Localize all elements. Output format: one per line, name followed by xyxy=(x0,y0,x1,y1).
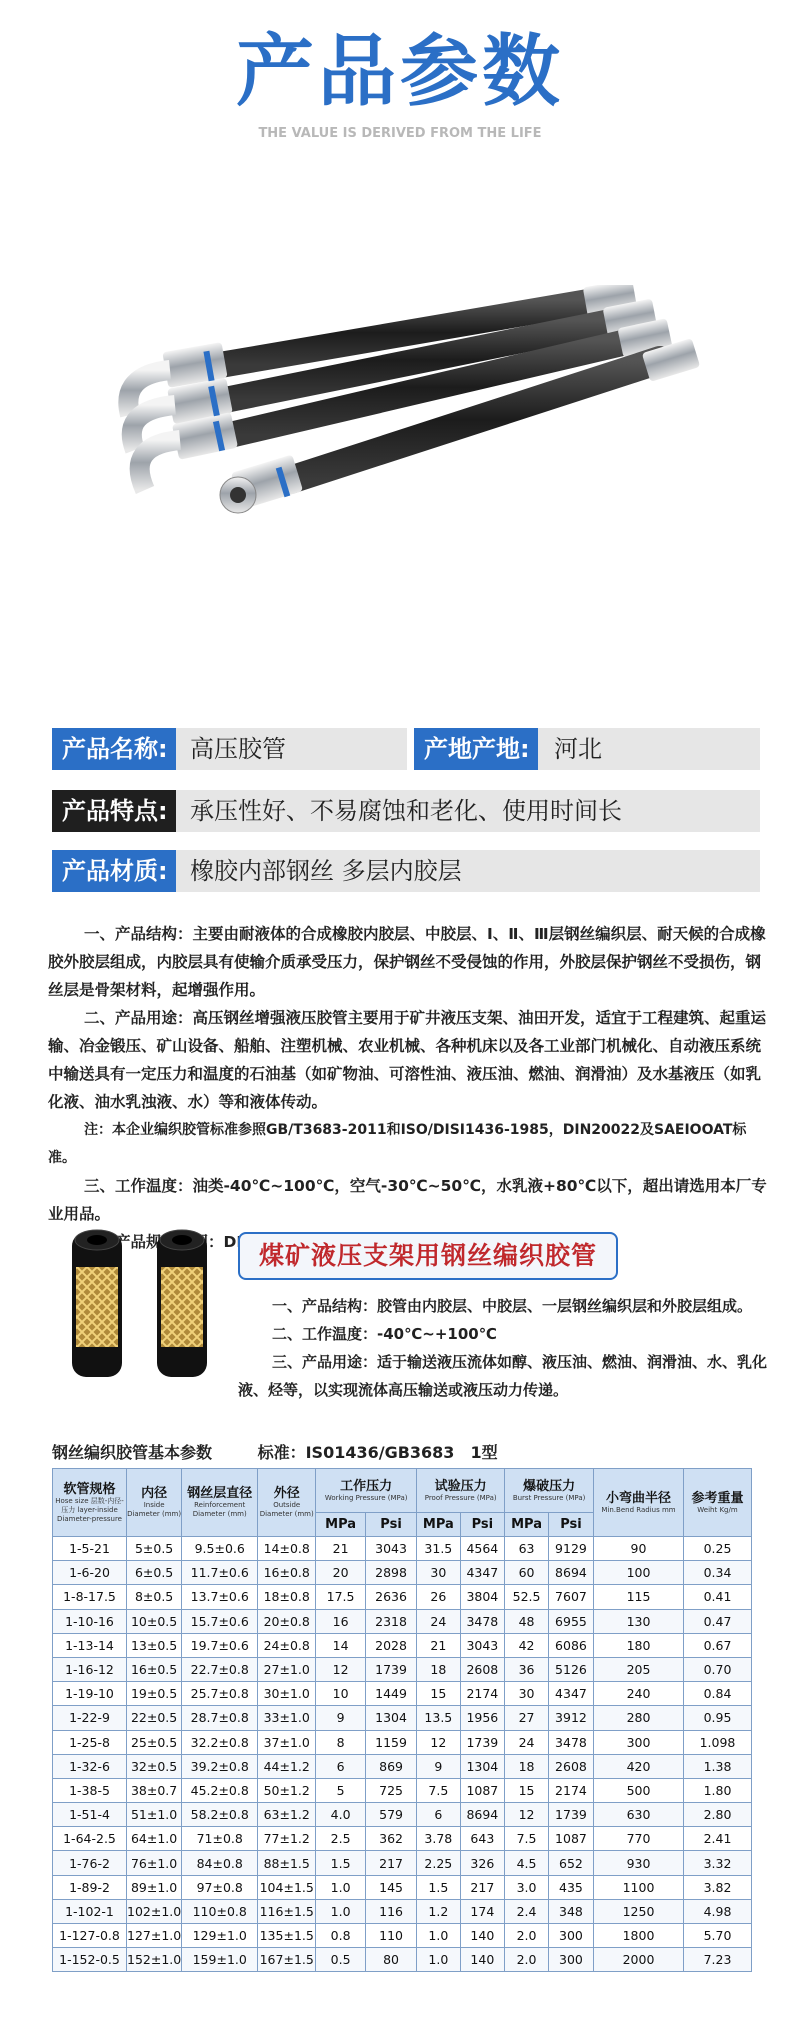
table-cell: 22±0.5 xyxy=(127,1706,182,1730)
table-cell: 8 xyxy=(316,1730,366,1754)
table-cell: 14±0.8 xyxy=(258,1537,316,1561)
table-cell: 6±0.5 xyxy=(127,1561,182,1585)
table-cell: 9 xyxy=(417,1754,460,1778)
table-cell: 8694 xyxy=(548,1561,593,1585)
col-weight: 参考重量 Weiht Kg/m xyxy=(684,1469,752,1537)
table-cell: 12 xyxy=(316,1657,366,1681)
table-cell: 51±1.0 xyxy=(127,1803,182,1827)
table-cell: 1-89-2 xyxy=(53,1875,127,1899)
table-cell: 300 xyxy=(594,1730,684,1754)
table-cell: 7.23 xyxy=(684,1948,752,1972)
table-cell: 300 xyxy=(548,1924,593,1948)
table-cell: 63±1.2 xyxy=(258,1803,316,1827)
table-cell: 1-6-20 xyxy=(53,1561,127,1585)
table-cell: 1-19-10 xyxy=(53,1682,127,1706)
table-cell: 1-64-2.5 xyxy=(53,1827,127,1851)
spec-table-body xyxy=(53,1537,752,1972)
table-cell: 24 xyxy=(505,1730,549,1754)
table-cell: 30±1.0 xyxy=(258,1682,316,1706)
table-row xyxy=(53,1827,752,1851)
table-cell: 127±1.0 xyxy=(127,1924,182,1948)
table-cell: 145 xyxy=(365,1875,416,1899)
feature-label: 产品特点: xyxy=(52,790,176,832)
spec-table xyxy=(52,1468,752,1972)
table-cell: 1-8-17.5 xyxy=(53,1585,127,1609)
table-cell: 89±1.0 xyxy=(127,1875,182,1899)
table-cell: 0.95 xyxy=(684,1706,752,1730)
table-cell: 19±0.5 xyxy=(127,1682,182,1706)
table-cell: 15 xyxy=(505,1778,549,1802)
table-cell: 2.4 xyxy=(505,1899,549,1923)
table-cell: 2.80 xyxy=(684,1803,752,1827)
table-row xyxy=(53,1803,752,1827)
table-cell: 8±0.5 xyxy=(127,1585,182,1609)
table-caption: 钢丝编织胶管基本参数 xyxy=(52,1443,213,1462)
table-cell: 1800 xyxy=(594,1924,684,1948)
table-cell: 1.38 xyxy=(684,1754,752,1778)
table-cell: 0.5 xyxy=(316,1948,366,1972)
table-row xyxy=(53,1875,752,1899)
table-cell: 71±0.8 xyxy=(182,1827,258,1851)
table-cell: 9129 xyxy=(548,1537,593,1561)
table-cell: 12 xyxy=(417,1730,460,1754)
table-row xyxy=(53,1851,752,1875)
table-cell: 26 xyxy=(417,1585,460,1609)
table-cell: 240 xyxy=(594,1682,684,1706)
table-cell: 420 xyxy=(594,1754,684,1778)
table-cell: 0.34 xyxy=(684,1561,752,1585)
table-cell: 32.2±0.8 xyxy=(182,1730,258,1754)
table-row xyxy=(53,1899,752,1923)
table-cell: 7.5 xyxy=(505,1827,549,1851)
table-cell: 1-127-0.8 xyxy=(53,1924,127,1948)
page-title: 产品参数 xyxy=(235,27,564,117)
table-row xyxy=(53,1609,752,1633)
table-cell: 1739 xyxy=(460,1730,505,1754)
table-cell: 2636 xyxy=(365,1585,416,1609)
table-cell: 129±1.0 xyxy=(182,1924,258,1948)
table-cell: 42 xyxy=(505,1633,549,1657)
table-cell: 4347 xyxy=(548,1682,593,1706)
table-cell: 2.41 xyxy=(684,1827,752,1851)
table-cell: 930 xyxy=(594,1851,684,1875)
table-cell: 435 xyxy=(548,1875,593,1899)
table-cell: 115 xyxy=(594,1585,684,1609)
table-cell: 5126 xyxy=(548,1657,593,1681)
table-cell: 1.80 xyxy=(684,1778,752,1802)
table-cell: 20±0.8 xyxy=(258,1609,316,1633)
table-cell: 1956 xyxy=(460,1706,505,1730)
table-cell: 3912 xyxy=(548,1706,593,1730)
table-cell: 4.5 xyxy=(505,1851,549,1875)
table-cell: 21 xyxy=(417,1633,460,1657)
table-row xyxy=(53,1633,752,1657)
table-cell: 3804 xyxy=(460,1585,505,1609)
table-cell: 12 xyxy=(505,1803,549,1827)
table-cell: 28.7±0.8 xyxy=(182,1706,258,1730)
table-cell: 2.0 xyxy=(505,1924,549,1948)
hose-cutaway-image xyxy=(62,1222,232,1382)
table-cell: 27±1.0 xyxy=(258,1657,316,1681)
table-row xyxy=(53,1657,752,1681)
col-bend-radius: 小弯曲半径 Min.Bend Radius mm xyxy=(594,1469,684,1537)
table-row xyxy=(53,1730,752,1754)
table-cell: 1-76-2 xyxy=(53,1851,127,1875)
table-cell: 1087 xyxy=(548,1827,593,1851)
table-cell: 2.0 xyxy=(505,1948,549,1972)
feature-value: 承压性好、不易腐蚀和老化、使用时间长 xyxy=(190,797,622,825)
table-cell: 2000 xyxy=(594,1948,684,1972)
table-cell: 1304 xyxy=(365,1706,416,1730)
info-row-name xyxy=(52,728,407,770)
table-cell: 4347 xyxy=(460,1561,505,1585)
table-cell: 1-51-4 xyxy=(53,1803,127,1827)
table-cell: 116 xyxy=(365,1899,416,1923)
table-cell: 1-13-14 xyxy=(53,1633,127,1657)
table-cell: 64±1.0 xyxy=(127,1827,182,1851)
table-cell: 2028 xyxy=(365,1633,416,1657)
table-cell: 167±1.5 xyxy=(258,1948,316,1972)
table-cell: 2898 xyxy=(365,1561,416,1585)
table-cell: 1.5 xyxy=(417,1875,460,1899)
table-cell: 7.5 xyxy=(417,1778,460,1802)
table-cell: 0.67 xyxy=(684,1633,752,1657)
table-cell: 18 xyxy=(417,1657,460,1681)
table-cell: 1250 xyxy=(594,1899,684,1923)
table-cell: 14 xyxy=(316,1633,366,1657)
table-cell: 326 xyxy=(460,1851,505,1875)
col-outside-diameter: 外径 Outside Diameter (mm) xyxy=(258,1469,316,1537)
coal-temperature: 二、工作温度：-40℃~+100℃ xyxy=(272,1325,497,1343)
table-cell: 31.5 xyxy=(417,1537,460,1561)
table-cell: 13.7±0.6 xyxy=(182,1585,258,1609)
table-cell: 44±1.2 xyxy=(258,1754,316,1778)
table-cell: 19.7±0.6 xyxy=(182,1633,258,1657)
table-cell: 110±0.8 xyxy=(182,1899,258,1923)
table-cell: 3478 xyxy=(548,1730,593,1754)
table-cell: 30 xyxy=(505,1682,549,1706)
table-cell: 1-32-6 xyxy=(53,1754,127,1778)
table-cell: 217 xyxy=(460,1875,505,1899)
table-cell: 2608 xyxy=(548,1754,593,1778)
table-cell: 30 xyxy=(417,1561,460,1585)
table-row xyxy=(53,1682,752,1706)
table-row xyxy=(53,1585,752,1609)
table-cell: 1-102-1 xyxy=(53,1899,127,1923)
name-value: 高压胶管 xyxy=(190,735,286,763)
table-cell: 116±1.5 xyxy=(258,1899,316,1923)
table-cell: 5 xyxy=(316,1778,366,1802)
table-cell: 39.2±0.8 xyxy=(182,1754,258,1778)
table-cell: 10±0.5 xyxy=(127,1609,182,1633)
table-cell: 770 xyxy=(594,1827,684,1851)
table-cell: 33±1.0 xyxy=(258,1706,316,1730)
name-label: 产品名称: xyxy=(52,728,176,770)
table-cell: 32±0.5 xyxy=(127,1754,182,1778)
table-cell: 4.98 xyxy=(684,1899,752,1923)
table-cell: 25.7±0.8 xyxy=(182,1682,258,1706)
table-cell: 77±1.2 xyxy=(258,1827,316,1851)
table-cell: 217 xyxy=(365,1851,416,1875)
intro-usage: 二、产品用途：高压钢丝增强液压胶管主要用于矿井液压支架、油田开发，适宜于工程建筑、起重运输、冶金锻压、矿山设备、船舶、注塑机械、农业机械、各种机床以及各工业部门机械化、自动液压系统中输送具有一定压力和温度的石油基（如矿物油、可溶性油、液压油、燃油、润滑油）及水基液压（如乳化液、油水乳浊液、水）等和液体传动。 xyxy=(48,1009,767,1111)
table-cell: 0.41 xyxy=(684,1585,752,1609)
table-cell: 2174 xyxy=(460,1682,505,1706)
col-inside-diameter: 内径 Inside Diameter (mm) xyxy=(127,1469,182,1537)
table-cell: 22.7±0.8 xyxy=(182,1657,258,1681)
table-cell: 18±0.8 xyxy=(258,1585,316,1609)
table-row xyxy=(53,1706,752,1730)
page-subtitle: THE VALUE IS DERIVED FROM THE LIFE xyxy=(258,126,542,141)
table-cell: 84±0.8 xyxy=(182,1851,258,1875)
table-row xyxy=(53,1778,752,1802)
coal-usage: 三、产品用途：适于输送液压流体如醇、液压油、燃油、润滑油、水、乳化液、烃等，以实现流体高压输送或液压动力传递。 xyxy=(238,1353,768,1399)
table-cell: 24±0.8 xyxy=(258,1633,316,1657)
table-cell: 135±1.5 xyxy=(258,1924,316,1948)
table-cell: 1.0 xyxy=(316,1899,366,1923)
table-cell: 1-16-12 xyxy=(53,1657,127,1681)
material-label: 产品材质: xyxy=(52,850,176,892)
table-cell: 3.32 xyxy=(684,1851,752,1875)
table-cell: 0.70 xyxy=(684,1657,752,1681)
table-cell: 348 xyxy=(548,1899,593,1923)
table-cell: 869 xyxy=(365,1754,416,1778)
table-cell: 16±0.5 xyxy=(127,1657,182,1681)
table-cell: 1087 xyxy=(460,1778,505,1802)
table-cell: 15.7±0.6 xyxy=(182,1609,258,1633)
table-cell: 17.5 xyxy=(316,1585,366,1609)
table-cell: 6086 xyxy=(548,1633,593,1657)
table-cell: 9 xyxy=(316,1706,366,1730)
table-cell: 76±1.0 xyxy=(127,1851,182,1875)
table-cell: 2608 xyxy=(460,1657,505,1681)
intro-temperature: 三、工作温度：油类-40℃~100℃，空气-30℃~50℃，水乳液+80℃以下，超出请选用本厂专业用品。 xyxy=(48,1177,767,1223)
unit-psi: Psi xyxy=(460,1513,505,1537)
table-cell: 2.5 xyxy=(316,1827,366,1851)
material-value: 橡胶内部钢丝 多层内胶层 xyxy=(190,857,462,885)
table-cell: 80 xyxy=(365,1948,416,1972)
table-cell: 50±1.2 xyxy=(258,1778,316,1802)
col-spec: 软管规格 Hose size 层数-内径-压力 layer-inside Diameter-pressure xyxy=(53,1469,127,1537)
table-cell: 159±1.0 xyxy=(182,1948,258,1972)
table-cell: 2174 xyxy=(548,1778,593,1802)
table-cell: 100 xyxy=(594,1561,684,1585)
coal-mine-hose-title: 煤矿液压支架用钢丝编织胶管 xyxy=(238,1232,618,1280)
intro-note: 注：本企业编织胶管标准参照GB/T3683-2011和ISO/DISI1436-1985，DIN20022及SAEIOOAT标准。 xyxy=(48,1122,747,1166)
table-cell: 174 xyxy=(460,1899,505,1923)
table-cell: 63 xyxy=(505,1537,549,1561)
hose-product-image xyxy=(60,285,760,595)
table-cell: 6955 xyxy=(548,1609,593,1633)
table-cell: 38±0.7 xyxy=(127,1778,182,1802)
table-cell: 20 xyxy=(316,1561,366,1585)
table-cell: 579 xyxy=(365,1803,416,1827)
table-cell: 652 xyxy=(548,1851,593,1875)
table-cell: 0.84 xyxy=(684,1682,752,1706)
table-cell: 48 xyxy=(505,1609,549,1633)
table-cell: 4564 xyxy=(460,1537,505,1561)
table-cell: 13±0.5 xyxy=(127,1633,182,1657)
table-cell: 1449 xyxy=(365,1682,416,1706)
table-cell: 3043 xyxy=(365,1537,416,1561)
table-cell: 362 xyxy=(365,1827,416,1851)
table-cell: 52.5 xyxy=(505,1585,549,1609)
table-cell: 16 xyxy=(316,1609,366,1633)
table-cell: 45.2±0.8 xyxy=(182,1778,258,1802)
table-cell: 3.82 xyxy=(684,1875,752,1899)
table-row xyxy=(53,1754,752,1778)
hose-cutaway-right xyxy=(157,1230,207,1377)
table-cell: 1159 xyxy=(365,1730,416,1754)
table-cell: 97±0.8 xyxy=(182,1875,258,1899)
info-row-origin xyxy=(414,728,760,770)
col-reinforcement: 钢丝层直径 Reinforcement Diameter (mm) xyxy=(182,1469,258,1537)
table-cell: 6 xyxy=(417,1803,460,1827)
table-row xyxy=(53,1924,752,1948)
col-working-pressure: 工作压力 Working Pressure (MPa) xyxy=(316,1469,417,1513)
table-cell: 0.8 xyxy=(316,1924,366,1948)
table-cell: 110 xyxy=(365,1924,416,1948)
table-cell: 1100 xyxy=(594,1875,684,1899)
table-cell: 1-25-8 xyxy=(53,1730,127,1754)
table-cell: 140 xyxy=(460,1924,505,1948)
table-cell: 21 xyxy=(316,1537,366,1561)
table-cell: 630 xyxy=(594,1803,684,1827)
table-cell: 1.0 xyxy=(417,1948,460,1972)
table-cell: 1-22-9 xyxy=(53,1706,127,1730)
unit-psi: Psi xyxy=(548,1513,593,1537)
table-cell: 1-10-16 xyxy=(53,1609,127,1633)
table-cell: 0.47 xyxy=(684,1609,752,1633)
table-cell: 280 xyxy=(594,1706,684,1730)
origin-label: 产地产地: xyxy=(414,728,538,770)
product-description xyxy=(48,920,768,1256)
table-caption-row xyxy=(52,1440,752,1463)
table-cell: 18 xyxy=(505,1754,549,1778)
col-proof-pressure: 试验压力 Proof Pressure (MPa) xyxy=(417,1469,505,1513)
table-row xyxy=(53,1537,752,1561)
table-cell: 104±1.5 xyxy=(258,1875,316,1899)
table-cell: 180 xyxy=(594,1633,684,1657)
unit-mpa: MPa xyxy=(417,1513,460,1537)
table-cell: 4.0 xyxy=(316,1803,366,1827)
table-cell: 2318 xyxy=(365,1609,416,1633)
table-cell: 6 xyxy=(316,1754,366,1778)
hose-cutaway-left xyxy=(72,1230,122,1377)
table-cell: 90 xyxy=(594,1537,684,1561)
table-cell: 60 xyxy=(505,1561,549,1585)
table-cell: 643 xyxy=(460,1827,505,1851)
table-cell: 1-5-21 xyxy=(53,1537,127,1561)
table-cell: 1-38-5 xyxy=(53,1778,127,1802)
unit-psi: Psi xyxy=(365,1513,416,1537)
table-cell: 1739 xyxy=(548,1803,593,1827)
table-cell: 3478 xyxy=(460,1609,505,1633)
col-burst-pressure: 爆破压力 Burst Pressure (MPa) xyxy=(505,1469,594,1513)
unit-mpa: MPa xyxy=(316,1513,366,1537)
table-cell: 37±1.0 xyxy=(258,1730,316,1754)
table-cell: 1.2 xyxy=(417,1899,460,1923)
table-cell: 1.0 xyxy=(417,1924,460,1948)
table-cell: 88±1.5 xyxy=(258,1851,316,1875)
table-cell: 16±0.8 xyxy=(258,1561,316,1585)
table-cell: 5±0.5 xyxy=(127,1537,182,1561)
unit-mpa: MPa xyxy=(505,1513,549,1537)
table-cell: 9.5±0.6 xyxy=(182,1537,258,1561)
table-cell: 5.70 xyxy=(684,1924,752,1948)
table-cell: 102±1.0 xyxy=(127,1899,182,1923)
table-cell: 24 xyxy=(417,1609,460,1633)
table-cell: 1.098 xyxy=(684,1730,752,1754)
table-cell: 3.0 xyxy=(505,1875,549,1899)
table-cell: 140 xyxy=(460,1948,505,1972)
intro-structure: 一、产品结构：主要由耐液体的合成橡胶内胶层、中胶层、Ⅰ、Ⅱ、Ⅲ层钢丝编织层、耐天候的合成橡胶外胶层组成，内胶层具有使输介质承受压力，保护钢丝不受侵蚀的作用，外胶层保护钢丝不受损伤，钢丝层是骨架材料，起增强作用。 xyxy=(48,925,766,999)
table-cell: 205 xyxy=(594,1657,684,1681)
table-cell: 1-152-0.5 xyxy=(53,1948,127,1972)
table-cell: 15 xyxy=(417,1682,460,1706)
table-cell: 1739 xyxy=(365,1657,416,1681)
table-cell: 2.25 xyxy=(417,1851,460,1875)
table-cell: 10 xyxy=(316,1682,366,1706)
coal-mine-description xyxy=(238,1292,768,1404)
table-cell: 3043 xyxy=(460,1633,505,1657)
table-standard: 标准：IS01436/GB3683 1型 xyxy=(257,1443,498,1462)
table-cell: 1.0 xyxy=(316,1875,366,1899)
table-cell: 7607 xyxy=(548,1585,593,1609)
table-cell: 130 xyxy=(594,1609,684,1633)
table-row xyxy=(53,1948,752,1972)
table-cell: 300 xyxy=(548,1948,593,1972)
table-cell: 8694 xyxy=(460,1803,505,1827)
table-cell: 1304 xyxy=(460,1754,505,1778)
table-cell: 152±1.0 xyxy=(127,1948,182,1972)
elbow-fittings xyxy=(128,370,180,490)
info-row-material xyxy=(52,850,760,892)
table-cell: 725 xyxy=(365,1778,416,1802)
table-cell: 25±0.5 xyxy=(127,1730,182,1754)
table-cell: 0.25 xyxy=(684,1537,752,1561)
table-cell: 11.7±0.6 xyxy=(182,1561,258,1585)
table-cell: 13.5 xyxy=(417,1706,460,1730)
table-row xyxy=(53,1561,752,1585)
coal-structure: 一、产品结构：胶管由内胶层、中胶层、一层钢丝编织层和外胶层组成。 xyxy=(272,1297,753,1315)
table-cell: 3.78 xyxy=(417,1827,460,1851)
table-cell: 500 xyxy=(594,1778,684,1802)
table-cell: 36 xyxy=(505,1657,549,1681)
table-cell: 1.5 xyxy=(316,1851,366,1875)
origin-value: 河北 xyxy=(554,735,602,763)
table-cell: 27 xyxy=(505,1706,549,1730)
table-cell: 58.2±0.8 xyxy=(182,1803,258,1827)
info-row-feature xyxy=(52,790,760,832)
